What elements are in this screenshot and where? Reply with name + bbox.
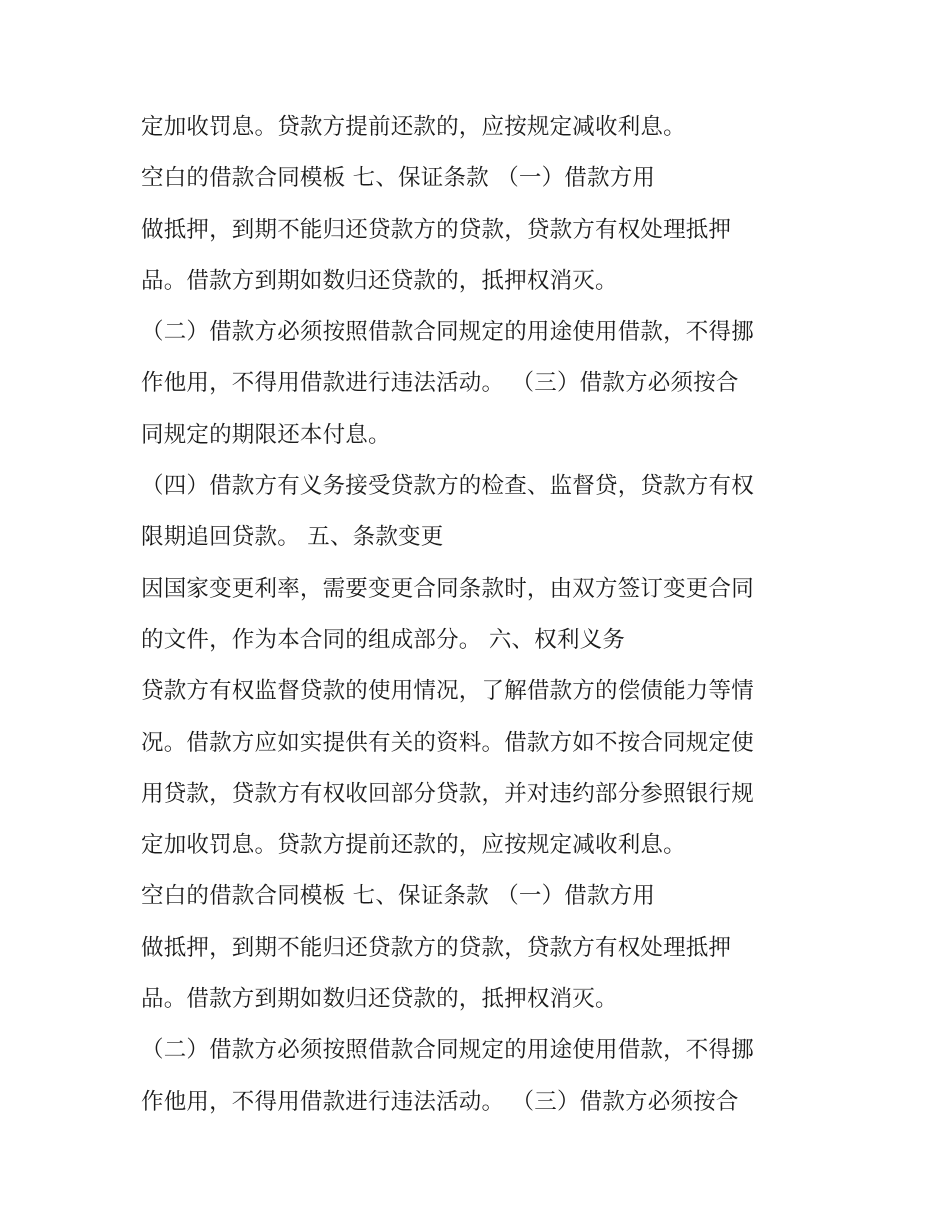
text-line: （二）借款方必须按照借款合同规定的用途使用借款，不得挪: [141, 1037, 754, 1064]
document-body: [141, 108, 841, 1134]
text-line: 况。借款方应如实提供有关的资料。借款方如不按合同规定使: [141, 729, 754, 756]
text-line: 用贷款，贷款方有权收回部分贷款，并对违约部分参照银行规: [141, 780, 754, 807]
text-line: （四）借款方有义务接受贷款方的检查、监督贷，贷款方有权: [141, 473, 754, 500]
text-line: 的文件，作为本合同的组成部分。 六、权利义务: [141, 626, 626, 653]
text-line: 空白的借款合同模板 七、保证条款 （一）借款方用: [141, 883, 656, 910]
text-line: 因国家变更利率，需要变更合同条款时，由双方签订变更合同: [141, 575, 754, 602]
text-line: 品。借款方到期如数归还贷款的，抵押权消灭。: [141, 986, 618, 1013]
text-line: 同规定的期限还本付息。: [141, 421, 391, 448]
text-line: （二）借款方必须按照借款合同规定的用途使用借款，不得挪: [141, 319, 754, 346]
text-line: 空白的借款合同模板 七、保证条款 （一）借款方用: [141, 165, 656, 192]
text-line: 作他用，不得用借款进行违法活动。 （三）借款方必须按合: [141, 370, 739, 397]
text-line: 定加收罚息。贷款方提前还款的，应按规定减收利息。: [141, 114, 686, 140]
text-line: 定加收罚息。贷款方提前还款的，应按规定减收利息。: [141, 832, 686, 859]
text-line: 做抵押，到期不能归还贷款方的贷款，贷款方有权处理抵押: [141, 934, 732, 961]
text-line: 贷款方有权监督贷款的使用情况，了解借款方的偿债能力等情: [141, 678, 754, 705]
text-line: 品。借款方到期如数归还贷款的，抵押权消灭。: [141, 267, 618, 294]
text-line: 限期追回贷款。 五、条款变更: [141, 524, 444, 551]
text-line: 做抵押，到期不能归还贷款方的贷款，贷款方有权处理抵押: [141, 216, 732, 243]
text-line: 作他用，不得用借款进行违法活动。 （三）借款方必须按合: [141, 1088, 739, 1115]
